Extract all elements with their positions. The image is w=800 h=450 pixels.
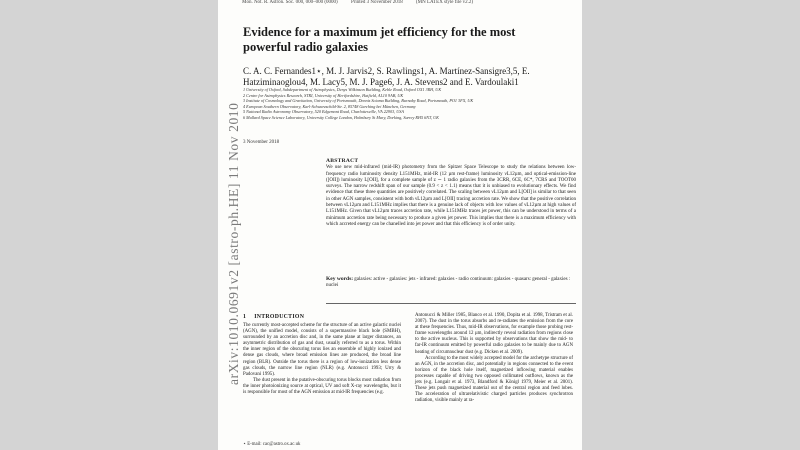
affiliations (243, 87, 582, 121)
paragraph: The dust present in the putative-obscuring torus blocks most radiation from the inner photoionizing source at optical, UV and soft X-ray wavelengths, but it is responsible for most of the AGN emission at mid-IR frequencies (e.g. (243, 377, 401, 396)
affiliation-4: 4 European Southern Observatory, Karl-Schwarzschild-Str. 2, 85748 Garching bei München, Germany (243, 103, 416, 109)
paragraph: According to the most widely accepted model for the archetype structure of an AGN, in the accretion disc, and potentially in regions connected to the event horizon of the black hole itself, magnetized inflowing material enables processes capable of driving two opposed collimated outflows, known as the jets (e.g. Longair et al. 1973, Blandford & Königl 1979, Meier et al. 2001). These jets push magnetized material out of the central region and feed lobes. The acceleration of ultrarelativistic charged particles produces synchrotron radiation, visible mainly at ra- (415, 355, 573, 404)
paragraph: The currently most-accepted scheme for the structure of an active galactic nuclei (AGN), the unified model, consists of a supermassive black hole (SMBH), surrounded by an accretion disc and, in the same plane at larger distances, an asymmetric distribution of gas and dust, usually referred to as a torus. Within the inner region of the obscuring torus lies an ensemble of highly ionized and dense gas clouds, where broad emission lines are produced, the broad line region (BLR). Outside the torus there is a region of low-ionization less dense gas clouds, the narrow line region (NLR) (e.g. Antonucci 1993; Urry & Padovani 1995). (243, 323, 401, 377)
running-header (242, 0, 485, 5)
paper-page (218, 0, 582, 450)
abstract-divider (326, 303, 576, 304)
affiliation-2: 2 Centre for Astrophysics Research, STRI, University of Hertfordshire, Hatfield, AL10 9AB, UK (243, 92, 404, 98)
footnote-email: ⋆ E-mail: cac@astro.ox.ac.uk (243, 442, 301, 447)
paper-title: Evidence for a maximum jet efficiency for the most powerful radio galaxies (243, 25, 516, 54)
abstract-heading: ABSTRACT (326, 158, 359, 164)
affiliation-3: 3 Institute of Cosmology and Gravitation, University of Portsmouth, Dennis Sciama Building, Burnaby Road, Portsmouth, PO1 3FX, UK (243, 98, 474, 104)
affiliation-5: 5 National Radio Astronomy Observatory, 520 Edgemont Road, Charlottesville, VA 22903, USA (243, 109, 404, 115)
journal-line: Mon. Not. R. Astron. Soc. 000, 000–000 (0000) (242, 0, 338, 5)
submission-date: 3 November 2018 (243, 140, 280, 145)
author-list: C. A. C. Fernandes1⋆, M. J. Jarvis2, S. Rawlings1, A. Martínez-Sansigre3,5, E. Hatziminaoglou4, M. Lacy5, M. J. Page6, J. A. Stevens2 and E. Vardoulaki1 (243, 66, 530, 87)
body-column-left (243, 323, 401, 396)
abstract (326, 158, 576, 228)
affiliation-1: 1 University of Oxford, Subdepartment of Astrophysics, Denys Wilkinson Building, Keble Road, Oxford OX1 3RH, UK (243, 87, 442, 92)
section-number: 1 (243, 314, 247, 320)
keywords-text: galaxies: active - galaxies: jets - infrared: galaxies - radio continuum: galaxies - quasars: general - galaxies : nuclei (326, 277, 571, 289)
arxiv-stamp[interactable]: arXiv:1010.0691v2 [astro-ph.HE] 11 Nov 2010 (226, 102, 241, 385)
affiliation-6: 6 Mullard Space Science Laboratory, University College London, Holmbury St Mary, Dorking, Surrey RH5 6NT, UK (243, 114, 439, 120)
abstract-text: We use new mid-infrared (mid-IR) photometry from the Spitzer Space Telescope to study the relations between low-frequency radio luminosity density L151MHz, mid-IR (12 µm rest-frame) luminosity νL12µm, and optical-emission-line ([OII]) luminosity L[OII], for a complete sample of z ∼ 1 radio galaxies from the 3CRR, 6CE, 6C*, 7CRS and TOOT00 surveys. The narrow redshift span of our sample (0.9 < z < 1.1) means that it is unbiased to evolutionary effects. We find evidence that these three quantities are positively correlated. The scaling between νL12µm and L[OII] is similar to that seen in other AGN samples, consistent with both νL12µm and L[OII] tracing accretion rate. We show that the positive correlation between νL12µm and L151MHz implies that there is a genuine lack of objects with low values of νL12µm at high values of L151MHz. Given that νL12µm traces accretion rate, while L151MHz traces jet power, this can be understood in terms of a minimum accretion rate being necessary to produce a given jet power. This implies that there is a maximum efficiency with which accreted energy can be chanelled into jet power and that this efficiency is of order unity. (326, 165, 576, 227)
section-title: INTRODUCTION (254, 314, 305, 320)
style-line: (MN LATEX style file v2.2) (416, 0, 474, 5)
section-heading (243, 314, 312, 320)
keywords-label: Key words: (326, 276, 354, 282)
keywords (326, 276, 576, 290)
printed-date: Printed 3 November 2018 (350, 0, 403, 5)
paragraph: Antonucci & Miller 1985, Blanco et al. 1990, Dopita et al. 1998, Tristram et al. 2007). The dust in the torus absorbs and re-radiates the emission from the core at these frequencies. Thus, mid-IR observations, for example those probing rest-frame wavelengths around 12 µm, indirectly reveal radiation from regions close to the active nucleus. This is supported by observations that show the mid- to far-IR continuum emitted by powerful radio galaxies to be mainly due to AGN heating of circumnuclear dust (e.g. Dicken et al. 2009). (415, 313, 573, 355)
body-column-right (415, 313, 573, 404)
